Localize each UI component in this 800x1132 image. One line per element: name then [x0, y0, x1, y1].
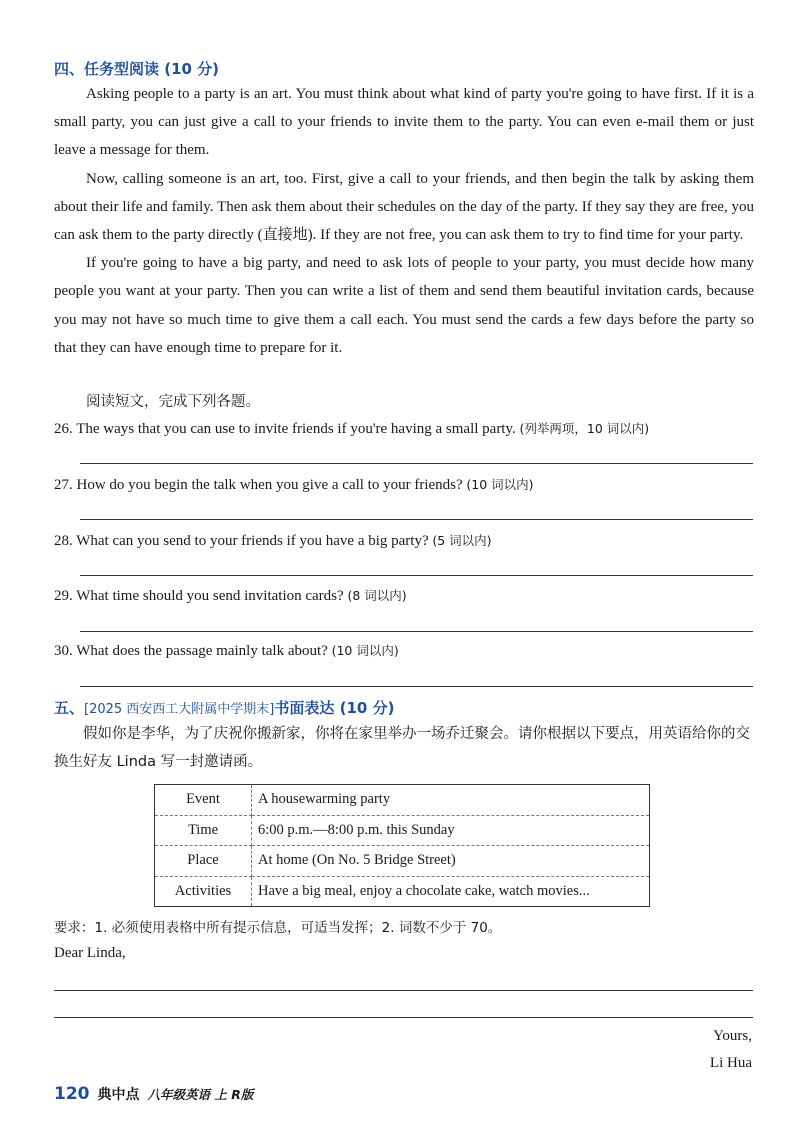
- question-29: [54, 586, 407, 605]
- table-key: Event: [155, 785, 252, 816]
- question-30: [54, 641, 399, 660]
- letter-greeting: Dear Linda,: [54, 945, 126, 961]
- info-table: [154, 784, 650, 907]
- section5-heading: 书面表达 (10 分): [274, 699, 395, 717]
- question-26-text: 26. The ways that you can use to invite friends if you're having a small party.: [54, 421, 516, 437]
- question-29-text: 29. What time should you send invitation cards?: [54, 588, 344, 604]
- section5-source: [2025 西安西工大附属中学期末]: [84, 702, 275, 717]
- table-row: [155, 815, 650, 846]
- answer-line-28[interactable]: [80, 575, 753, 576]
- page-footer: [54, 1084, 253, 1104]
- writing-line-2[interactable]: [54, 1017, 753, 1018]
- section5-number: 五、: [54, 699, 85, 717]
- question-28-text: 28. What can you send to your friends if you have a big party?: [54, 533, 429, 549]
- question-27: [54, 475, 534, 494]
- question-26: [54, 419, 649, 438]
- writing-prompt-text: 假如你是李华，为了庆祝你搬新家，你将在家里举办一场乔迁聚会。请你根据以下要点，用英语给你的交换生好友 Linda 写一封邀请函。: [54, 726, 750, 770]
- answer-line-27[interactable]: [80, 519, 753, 520]
- section4-title: 四、任务型阅读 (10 分): [54, 60, 220, 78]
- table-value: A housewarming party: [252, 785, 650, 816]
- passage-paragraph-1: Asking people to a party is an art. You must think about what kind of party you're going to have first. If it is a small party, you can just give a call to your friends to invite them to the party. You can even e-mail them or just leave a message for them.: [54, 86, 754, 159]
- question-29-limit: (8 词以内): [347, 588, 407, 603]
- question-28-limit: (5 词以内): [432, 533, 492, 548]
- table-row: [155, 785, 650, 816]
- table-row: [155, 846, 650, 877]
- answer-line-26[interactable]: [80, 463, 753, 464]
- reading-passage: [54, 80, 754, 362]
- passage-paragraph-2: Now, calling someone is an art, too. First, give a call to your friends, and then begin the talk by asking them about their life and family. Then ask them about their schedules on the day of the party. If they say they are free, you can ask them to the party directly (直接地). If they are not free, you can ask them to try to find time for your party.: [54, 170, 754, 244]
- answer-line-30[interactable]: [80, 686, 753, 687]
- question-30-limit: (10 词以内): [331, 643, 399, 658]
- table-value: At home (On No. 5 Bridge Street): [252, 846, 650, 877]
- question-27-limit: (10 词以内): [466, 477, 534, 492]
- table-key: Time: [155, 815, 252, 846]
- passage-paragraph-3: If you're going to have a big party, and need to ask lots of people to your party, you must decide how many people you want at your party. Then you can write a list of them and send them beautiful invitation cards, because you may not have so much time to give them a call each. You must send the cards a few days before the party so that they can have enough time to prepare for it.: [54, 255, 754, 356]
- page-number: 120: [54, 1084, 90, 1104]
- brand-logo: 典中点: [97, 1087, 140, 1103]
- question-27-text: 27. How do you begin the talk when you give a call to your friends?: [54, 477, 463, 493]
- writing-line-1[interactable]: [54, 990, 753, 991]
- section5-title: [54, 697, 394, 718]
- grade-label: 八年级英语 上 R版: [147, 1087, 254, 1102]
- question-28: [54, 531, 492, 550]
- table-value: 6:00 p.m.—8:00 p.m. this Sunday: [252, 815, 650, 846]
- table-key: Place: [155, 846, 252, 877]
- table-row: [155, 876, 650, 907]
- writing-requirements: 要求：1. 必须使用表格中所有提示信息，可适当发挥；2. 词数不少于 70。: [54, 920, 502, 936]
- table-key: Activities: [155, 876, 252, 907]
- letter-signature: Li Hua: [709, 1055, 752, 1071]
- answer-line-29[interactable]: [80, 631, 753, 632]
- writing-prompt: [54, 720, 754, 776]
- letter-closing: Yours,: [713, 1028, 752, 1044]
- question-30-text: 30. What does the passage mainly talk about?: [54, 643, 328, 659]
- table-value: Have a big meal, enjoy a chocolate cake, watch movies...: [258, 882, 590, 899]
- question-26-limit: (列举两项，10 词以内): [519, 421, 650, 436]
- reading-instruction: 阅读短文，完成下列各题。: [86, 394, 260, 410]
